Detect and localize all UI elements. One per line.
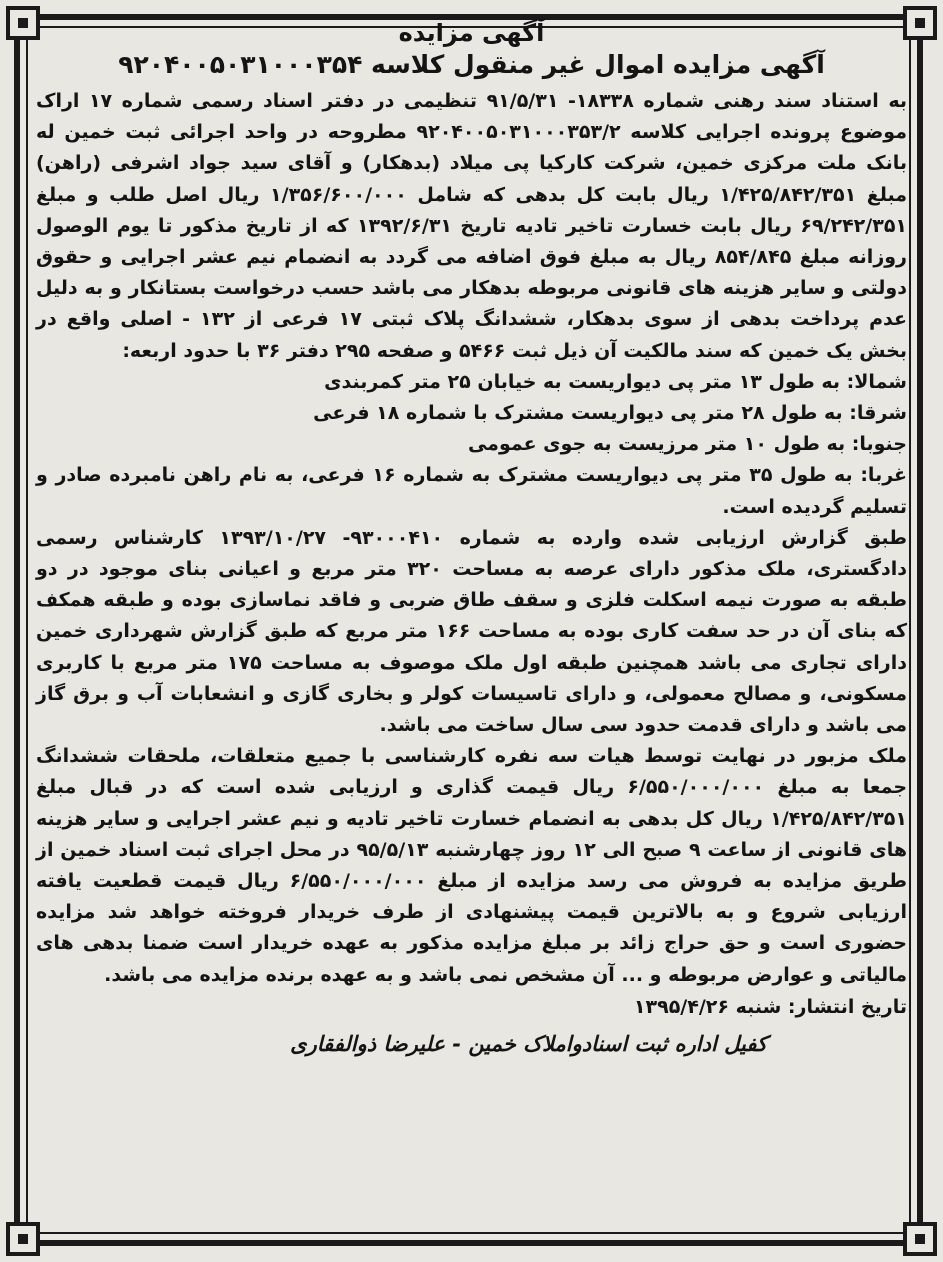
boundary-north: شمالا: به طول ۱۳ متر پی دیواریست به خیابان ۲۵ متر کمربندی: [324, 370, 907, 393]
boundary-east: شرقا: به طول ۲۸ متر پی دیواریست مشترک با شماره ۱۸ فرعی: [313, 402, 907, 425]
corner-ornament: [903, 6, 937, 40]
boundary-south: جنوبا: به طول ۱۰ متر مرزیست به جوی عمومی: [467, 433, 907, 456]
notice-content: [36, 18, 907, 1061]
paragraph-mortgage: به استناد سند رهنی شماره ۱۸۳۳۸- ۹۱/۵/۳۱ تنظیمی در دفتر اسناد رسمی شماره ۱۷ اراک موضوع پرونده اجرایی کلاسه ۹۲۰۴۰۰۵۰۳۱۰۰۰۳۵۳/۲ مطروحه در واحد اجرائی ثبت خمین له بانک ملت مرکزی خمین، شرکت کارکیا پی میلاد (بدهکار) و آقای سید جواد اشرفی (راهن) مبلغ ۱/۴۲۵/۸۴۲/۳۵۱ ریال بابت کل بدهی که شامل ۱/۳۵۶/۶۰۰/۰۰۰ ریال اصل طلب و مبلغ ۶۹/۲۴۲/۳۵۱ ریال بابت خسارت تاخیر تادیه تاریخ ۱۳۹۲/۶/۳۱ که از تاریخ مذکور تا یوم الوصول روزانه مبلغ ۸۵۴/۸۴۵ ریال به مبلغ فوق اضافه می گردد به انضمام نیم عشر اجرایی و حقوق دولتی و سایر هزینه های قانونی مربوطه بدهکار می باشد حسب درخواست بستانکار و به دلیل عدم پرداخت بدهی از سوی بدهکار، ششدانگ پلاک ثبتی ۱۷ فرعی از ۱۳۲ - اصلی واقع در بخش یک خمین که سند مالکیت آن ذیل ثبت ۵۴۶۶ و صفحه ۲۹۵ دفتر ۳۶ با حدود اربعه:: [36, 90, 908, 362]
corner-ornament: [6, 1222, 40, 1256]
publish-date: تاریخ انتشار: شنبه ۱۳۹۵/۴/۲۶: [633, 995, 907, 1018]
signature: کفیل اداره ثبت اسنادواملاک خمین - علیرضا ذوالفقاری: [290, 1031, 767, 1056]
corner-ornament: [903, 1222, 937, 1256]
notice-title: آگهی مزایده: [398, 19, 545, 47]
boundary-west: غربا: به طول ۳۵ متر پی دیواریست مشترک به شماره ۱۶ فرعی، به نام راهن نامبرده صادر و تسلیم گردیده است.: [36, 464, 908, 518]
notice-subtitle: آگهی مزایده اموال غیر منقول کلاسه ۹۲۰۴۰۰۵۰۳۱۰۰۰۳۵۴: [118, 50, 825, 79]
paragraph-auction: ملک مزبور در نهایت توسط هیات سه نفره کارشناسی با جمیع متعلقات، ملحقات ششدانگ جمعا به مبلغ ۶/۵۵۰/۰۰۰/۰۰۰ ریال قیمت گذاری و ارزیابی شده است که در قبال مبلغ ۱/۴۲۵/۸۴۲/۳۵۱ ریال کل بدهی به انضمام خسارت تاخیر تادیه و نیم عشر اجرایی و سایر هزینه های قانونی از ساعت ۹ صبح الی ۱۲ روز چهارشنبه ۹۵/۵/۱۳ در محل اجرای ثبت اسناد خمین از طریق مزایده به فروش می رسد مزایده از مبلغ ۶/۵۵۰/۰۰۰/۰۰۰ ریال قیمت قطعیت یافته ارزیابی شروع و به بالاترین قیمت پیشنهادی از طرف خریدار فروخته خواهد شد مزایده حضوری است و حق حراج زائد بر مبلغ مزایده مذکور به عهده خریدار است ضمنا بدهی های مالیاتی و عوارض مربوطه و ... آن مشخص نمی باشد و به عهده برنده مزایده می باشد.: [36, 745, 908, 986]
paragraph-appraisal: طبق گزارش ارزیابی شده وارده به شماره ۹۳۰۰۰۴۱۰- ۱۳۹۳/۱۰/۲۷ کارشناس رسمی دادگستری، ملک مذکور دارای عرصه به مساحت ۳۲۰ متر مربع و اعیانی بنای موجود در دو طبقه به صورت نیمه اسکلت فلزی و سقف طاق ضربی و فاقد نماسازی بوده و طبقه همکف که بنای آن در حد سفت کاری بوده به مساحت ۱۶۶ متر مربع که طبق گزارش شهرداری خمین دارای تجاری می باشد همچنین طبقه اول ملک موصوف به مساحت ۱۷۵ متر مربع با کاربری مسکونی، و مصالح معمولی، و دارای تاسیسات کولر و بخاری گازی و انشعابات آب و برق گاز می باشد و دارای قدمت حدود سی سال ساخت می باشد.: [36, 526, 907, 737]
corner-ornament: [6, 6, 40, 40]
